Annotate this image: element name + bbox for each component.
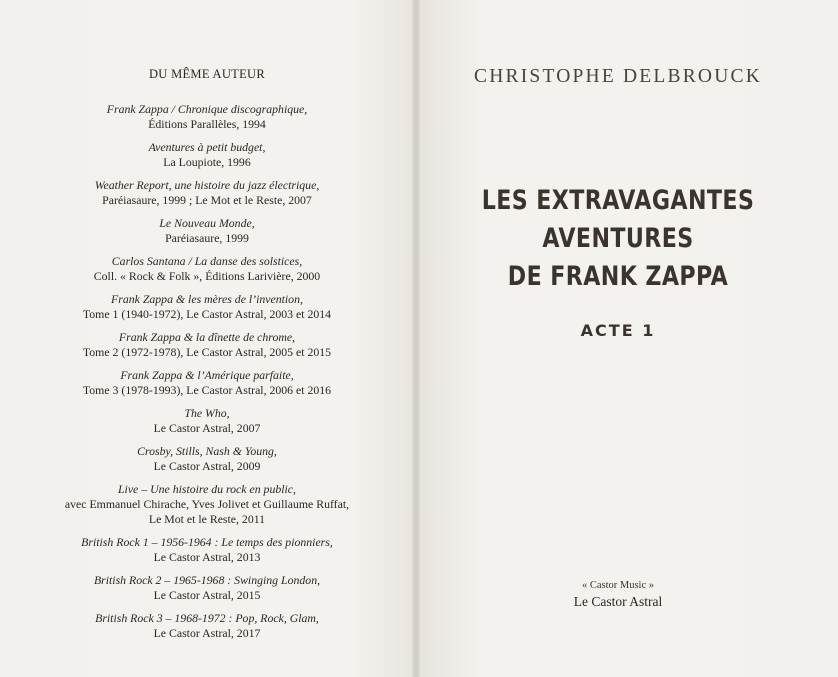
entry-details: Le Castor Astral, 2009: [153, 459, 261, 474]
bibliography-entry: [0, 611, 414, 642]
bibliography-list: [0, 102, 414, 649]
book-title-line: LES EXTRAVAGANTES: [481, 185, 755, 216]
book-title: [454, 182, 782, 296]
entry-title: The Who,: [184, 405, 230, 420]
volume-label: ACTE 1: [580, 321, 656, 340]
entry-details: Tome 1 (1940-1972), Le Castor Astral, 2003 et 2014: [82, 307, 332, 322]
entry-title: Frank Zappa & l’Amérique parfaite,: [120, 367, 294, 382]
author-name: CHRISTOPHE DELBROUCK: [474, 66, 762, 87]
book-title-line: AVENTURES: [542, 223, 694, 254]
entry-title: Carlos Santana / La danse des solstices,: [111, 253, 303, 268]
entry-title: Frank Zappa & les mères de l’invention,: [111, 291, 303, 306]
entry-details: Paréiasaure, 1999: [165, 231, 249, 246]
entry-title: Crosby, Stills, Nash & Young,: [137, 443, 277, 458]
bibliography-entry: [0, 292, 414, 323]
collection-name: « Castor Music »: [581, 580, 655, 591]
bibliography-entry: [0, 330, 414, 361]
bibliography-entry: [0, 102, 414, 133]
entry-title: British Rock 3 – 1968-1972 : Pop, Rock, Glam,: [95, 611, 319, 626]
entry-details: Le Castor Astral, 2017: [153, 626, 261, 641]
bibliography-entry: [0, 535, 414, 566]
bibliography-heading: DU MÊME AUTEUR: [148, 67, 265, 81]
entry-title: Weather Report, une histoire du jazz électrique,: [94, 177, 320, 192]
bibliography-entry: [0, 254, 414, 285]
entry-title: British Rock 1 – 1956-1964 : Le temps des pionniers,: [81, 535, 333, 550]
bibliography-entry: [0, 406, 414, 437]
bibliography-entry: [0, 368, 414, 399]
entry-title: Le Nouveau Monde,: [159, 215, 255, 230]
entry-details: Le Castor Astral, 2007: [153, 421, 261, 436]
entry-title: Live – Une histoire du rock en public,: [117, 481, 296, 496]
publisher-name: Le Castor Astral: [573, 594, 663, 609]
bibliography-entry: [0, 178, 414, 209]
entry-title: Aventures à petit budget,: [148, 139, 266, 154]
entry-details: Éditions Parallèles, 1994: [148, 117, 266, 132]
entry-details: avec Emmanuel Chirache, Yves Jolivet et Guillaume Ruffat,: [64, 497, 350, 512]
entry-details: Le Castor Astral, 2015: [153, 588, 261, 603]
entry-details: Le Castor Astral, 2013: [153, 550, 261, 565]
bibliography-entry: [0, 140, 414, 171]
entry-details: Paréiasaure, 1999 ; Le Mot et le Reste, 2007: [102, 193, 312, 208]
entry-details: Le Mot et le Reste, 2011: [148, 512, 266, 527]
bibliography-entry: [0, 216, 414, 247]
bibliography-entry: [0, 444, 414, 475]
entry-details: Tome 3 (1978-1993), Le Castor Astral, 2006 et 2016: [82, 383, 332, 398]
entry-title: Frank Zappa / Chronique discographique,: [106, 102, 308, 116]
entry-details: La Loupiote, 1996: [163, 155, 251, 170]
entry-title: British Rock 2 – 1965-1968 : Swinging London,: [93, 573, 321, 588]
bibliography-entry: [0, 482, 414, 528]
entry-details: Coll. « Rock & Folk », Éditions Larivière, 2000: [93, 269, 321, 284]
entry-title: Frank Zappa & la dînette de chrome,: [118, 329, 296, 344]
book-title-line: DE FRANK ZAPPA: [507, 261, 729, 292]
bibliography-entry: [0, 573, 414, 604]
entry-details: Tome 2 (1972-1978), Le Castor Astral, 2005 et 2015: [82, 345, 332, 360]
